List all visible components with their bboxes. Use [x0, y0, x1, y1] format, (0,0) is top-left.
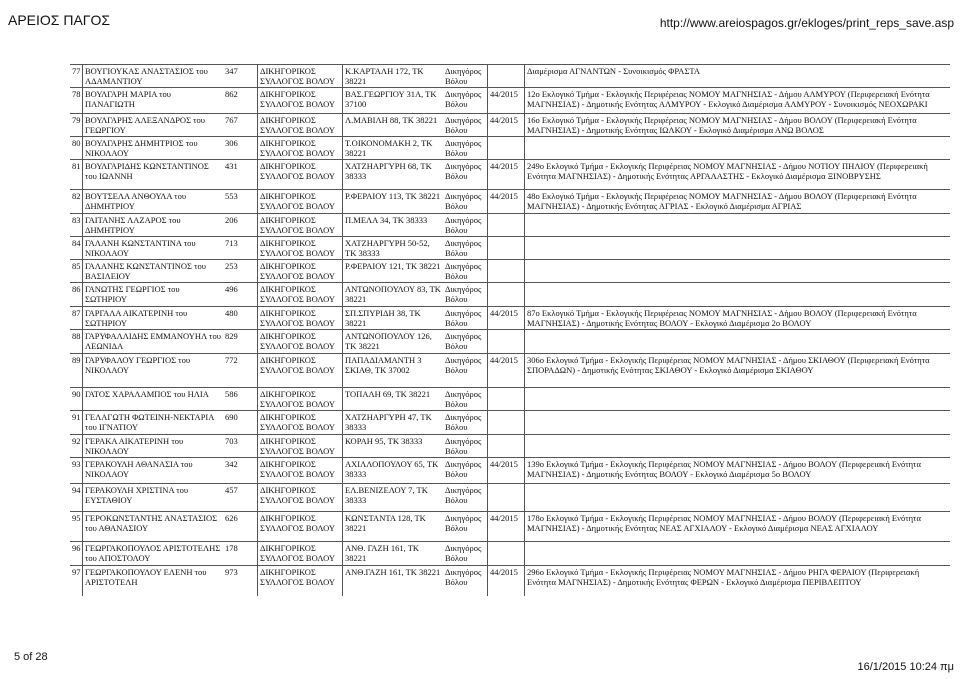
address-cell: Κ.ΚΑΡΤΑΛΗ 172, ΤΚ 38221: [343, 65, 444, 88]
role-cell: Δικηγόρος Βόλου: [443, 214, 488, 237]
full-name-cell: ΓΕΡΑΚΑ ΑΙΚΑΤΕΡΙΝΗ του ΝΙΚΟΛΑΟΥ: [83, 435, 224, 458]
bar-association-cell: ΔΙΚΗΓΟΡΙΚΟΣ ΣΥΛΛΟΓΟΣ ΒΟΛΟΥ: [258, 435, 343, 458]
address-cell: ΑΝΤΩΝΟΠΟΥΛΟΥ 83, ΤΚ 38221: [343, 283, 444, 307]
polling-station-cell: 139ο Εκλογικό Τμήμα - Εκλογικής Περιφέρειας ΝΟΜΟΥ ΜΑΓΝΗΣΙΑΣ - Δήμου ΒΟΛΟΥ (Περιφερειακή Ενότητα ΜΑΓΝΗΣΙΑΣ) - Δημοτικής Ενότητας ΒΟΛΟΥ - Εκλογικό Διαμέρισμα 5ο ΒΟΛΟΥ: [525, 458, 951, 484]
bar-association-cell: ΔΙΚΗΓΟΡΙΚΟΣ ΣΥΛΛΟΓΟΣ ΒΟΛΟΥ: [258, 307, 343, 330]
address-cell: ΧΑΤΖΗΑΡΓΥΡΗ 68, ΤΚ 38333: [343, 160, 444, 190]
row-number-cell: 91: [70, 411, 83, 435]
bar-association-cell: ΔΙΚΗΓΟΡΙΚΟΣ ΣΥΛΛΟΓΟΣ ΒΟΛΟΥ: [258, 411, 343, 435]
polling-station-cell: [525, 388, 951, 411]
decision-number-cell: 44/2015: [488, 114, 525, 137]
polling-station-cell: [525, 260, 951, 283]
decision-number-cell: [488, 137, 525, 160]
full-name-cell: ΓΑΛΑΝΗΣ ΚΩΝΣΤΑΝΤΙΝΟΣ του ΒΑΣΙΛΕΙΟΥ: [83, 260, 224, 283]
full-name-cell: ΓΕΛΑΓΩΤΗ ΦΩΤΕΙΝΗ-ΝΕΚΤΑΡΙΑ του ΙΓΝΑΤΙΟΥ: [83, 411, 224, 435]
registry-number-cell: 342: [223, 458, 258, 484]
full-name-cell: ΓΑΙΤΑΝΗΣ ΛΑΖΑΡΟΣ του ΔΗΜΗΤΡΙΟΥ: [83, 214, 224, 237]
full-name-cell: ΓΑΡΥΦΑΛΟΥ ΓΕΩΡΓΙΟΣ του ΝΙΚΟΛΑΟΥ: [83, 354, 224, 388]
decision-number-cell: 44/2015: [488, 88, 525, 114]
full-name-cell: ΓΑΛΑΝΗ ΚΩΝΣΤΑΝΤΙΝΑ του ΝΙΚΟΛΑΟΥ: [83, 237, 224, 260]
role-cell: Δικηγόρος Βόλου: [443, 114, 488, 137]
polling-station-cell: 87ο Εκλογικό Τμήμα - Εκλογικής Περιφέρειας ΝΟΜΟΥ ΜΑΓΝΗΣΙΑΣ - Δήμου ΒΟΛΟΥ (Περιφερειακή Ενότητα ΜΑΓΝΗΣΙΑΣ) - Δημοτικής Ενότητας ΒΟΛΟΥ - Εκλογικό Διαμέρισμα 2ο ΒΟΛΟΥ: [525, 307, 951, 330]
decision-number-cell: [488, 388, 525, 411]
address-cell: Τ.ΟΙΚΟΝΟΜΑΚΗ 2, ΤΚ 38221: [343, 137, 444, 160]
bar-association-cell: ΔΙΚΗΓΟΡΙΚΟΣ ΣΥΛΛΟΓΟΣ ΒΟΛΟΥ: [258, 214, 343, 237]
row-number-cell: 95: [70, 512, 83, 542]
role-cell: Δικηγόρος Βόλου: [443, 88, 488, 114]
role-cell: Δικηγόρος Βόλου: [443, 354, 488, 388]
address-cell: ΑΝΘ. ΓΑΖΗ 161, ΤΚ 38221: [343, 542, 444, 566]
address-cell: Λ.ΜΑΒΙΛΗ 88, ΤΚ 38221: [343, 114, 444, 137]
table-row: [70, 283, 950, 307]
role-cell: Δικηγόρος Βόλου: [443, 307, 488, 330]
full-name-cell: ΓΕΩΡΓΑΚΟΠΟΥΛΟΥ ΕΛΕΝΗ του ΑΡΙΣΤΟΤΕΛΗ: [83, 566, 224, 596]
address-cell: ΧΑΤΖΗΑΡΓΥΡΗ 50-52, ΤΚ 38333: [343, 237, 444, 260]
decision-number-cell: [488, 411, 525, 435]
table-row: [70, 260, 950, 283]
bar-association-cell: ΔΙΚΗΓΟΡΙΚΟΣ ΣΥΛΛΟΓΟΣ ΒΟΛΟΥ: [258, 190, 343, 214]
address-cell: ΠΑΠΑΔΙΑΜΑΝΤΗ 3 ΣΚΙΑΘ, ΤΚ 37002: [343, 354, 444, 388]
representatives-table: [70, 64, 950, 596]
full-name-cell: ΒΟΥΛΓΑΡΙΔΗΣ ΚΩΝΣΤΑΝΤΙΝΟΣ του ΙΩΑΝΝΗ: [83, 160, 224, 190]
registry-number-cell: 973: [223, 566, 258, 596]
role-cell: Δικηγόρος Βόλου: [443, 435, 488, 458]
polling-station-cell: [525, 484, 951, 512]
bar-association-cell: ΔΙΚΗΓΟΡΙΚΟΣ ΣΥΛΛΟΓΟΣ ΒΟΛΟΥ: [258, 512, 343, 542]
row-number-cell: 85: [70, 260, 83, 283]
registry-number-cell: 306: [223, 137, 258, 160]
print-datetime: 16/1/2015 10:24 πμ: [857, 661, 954, 673]
role-cell: Δικηγόρος Βόλου: [443, 330, 488, 354]
row-number-cell: 93: [70, 458, 83, 484]
registry-number-cell: 553: [223, 190, 258, 214]
role-cell: Δικηγόρος Βόλου: [443, 283, 488, 307]
table-row: [70, 512, 950, 542]
registry-number-cell: 431: [223, 160, 258, 190]
registry-number-cell: 206: [223, 214, 258, 237]
row-number-cell: 96: [70, 542, 83, 566]
row-number-cell: 86: [70, 283, 83, 307]
address-cell: Ρ.ΦΕΡΑΙΟΥ 113, ΤΚ 38221: [343, 190, 444, 214]
bar-association-cell: ΔΙΚΗΓΟΡΙΚΟΣ ΣΥΛΛΟΓΟΣ ΒΟΛΟΥ: [258, 458, 343, 484]
polling-station-cell: [525, 542, 951, 566]
decision-number-cell: [488, 214, 525, 237]
decision-number-cell: [488, 237, 525, 260]
row-number-cell: 84: [70, 237, 83, 260]
bar-association-cell: ΔΙΚΗΓΟΡΙΚΟΣ ΣΥΛΛΟΓΟΣ ΒΟΛΟΥ: [258, 388, 343, 411]
role-cell: Δικηγόρος Βόλου: [443, 65, 488, 88]
registry-number-cell: 767: [223, 114, 258, 137]
polling-station-cell: [525, 411, 951, 435]
role-cell: Δικηγόρος Βόλου: [443, 484, 488, 512]
bar-association-cell: ΔΙΚΗΓΟΡΙΚΟΣ ΣΥΛΛΟΓΟΣ ΒΟΛΟΥ: [258, 260, 343, 283]
bar-association-cell: ΔΙΚΗΓΟΡΙΚΟΣ ΣΥΛΛΟΓΟΣ ΒΟΛΟΥ: [258, 137, 343, 160]
full-name-cell: ΓΑΝΩΤΗΣ ΓΕΩΡΓΙΟΣ του ΣΩΤΗΡΙΟΥ: [83, 283, 224, 307]
address-cell: ΑΝΤΩΝΟΠΟΥΛΟΥ 126, ΤΚ 38221: [343, 330, 444, 354]
table-row: [70, 190, 950, 214]
decision-number-cell: 44/2015: [488, 566, 525, 596]
polling-station-cell: 178ο Εκλογικό Τμήμα - Εκλογικής Περιφέρειας ΝΟΜΟΥ ΜΑΓΝΗΣΙΑΣ - Δήμου ΒΟΛΟΥ (Περιφερειακή Ενότητα ΜΑΓΝΗΣΙΑΣ) - Δημοτικής Ενότητας ΝΕΑΣ ΑΓΧΙΑΛΟΥ - Εκλογικό Διαμέρισμα ΝΕΑΣ ΑΓΧΙΑΛΟΥ: [525, 512, 951, 542]
role-cell: Δικηγόρος Βόλου: [443, 160, 488, 190]
table-row: [70, 458, 950, 484]
bar-association-cell: ΔΙΚΗΓΟΡΙΚΟΣ ΣΥΛΛΟΓΟΣ ΒΟΛΟΥ: [258, 160, 343, 190]
decision-number-cell: [488, 283, 525, 307]
registry-number-cell: 713: [223, 237, 258, 260]
row-number-cell: 89: [70, 354, 83, 388]
table-row: [70, 65, 950, 88]
page-header-title: ΑΡΕΙΟΣ ΠΑΓΟΣ: [8, 12, 111, 28]
table-row: [70, 114, 950, 137]
table-row: [70, 566, 950, 596]
bar-association-cell: ΔΙΚΗΓΟΡΙΚΟΣ ΣΥΛΛΟΓΟΣ ΒΟΛΟΥ: [258, 354, 343, 388]
bar-association-cell: ΔΙΚΗΓΟΡΙΚΟΣ ΣΥΛΛΟΓΟΣ ΒΟΛΟΥ: [258, 542, 343, 566]
bar-association-cell: ΔΙΚΗΓΟΡΙΚΟΣ ΣΥΛΛΟΓΟΣ ΒΟΛΟΥ: [258, 566, 343, 596]
registry-number-cell: 480: [223, 307, 258, 330]
row-number-cell: 92: [70, 435, 83, 458]
full-name-cell: ΓΑΡΓΑΛΑ ΑΙΚΑΤΕΡΙΝΗ του ΣΩΤΗΡΙΟΥ: [83, 307, 224, 330]
polling-station-cell: 306ο Εκλογικό Τμήμα - Εκλογικής Περιφέρειας ΝΟΜΟΥ ΜΑΓΝΗΣΙΑΣ - Δήμου ΣΚΙΑΘΟΥ (Περιφερειακή Ενότητα ΣΠΟΡΑΔΩΝ) - Δημοτικής Ενότητας ΣΚΙΑΘΟΥ - Εκλογικό Διαμέρισμα ΣΚΙΑΘΟΥ: [525, 354, 951, 388]
bar-association-cell: ΔΙΚΗΓΟΡΙΚΟΣ ΣΥΛΛΟΓΟΣ ΒΟΛΟΥ: [258, 484, 343, 512]
registry-number-cell: 586: [223, 388, 258, 411]
full-name-cell: ΓΑΤΟΣ ΧΑΡΑΛΑΜΠΟΣ του ΗΛΙΑ: [83, 388, 224, 411]
address-cell: Ρ.ΦΕΡΑΙΟΥ 121, ΤΚ 38221: [343, 260, 444, 283]
polling-station-cell: [525, 237, 951, 260]
decision-number-cell: 44/2015: [488, 458, 525, 484]
table-row: [70, 542, 950, 566]
table-row: [70, 484, 950, 512]
role-cell: Δικηγόρος Βόλου: [443, 190, 488, 214]
registry-number-cell: 626: [223, 512, 258, 542]
registry-number-cell: 347: [223, 65, 258, 88]
address-cell: ΚΩΝΣΤΑΝΤΑ 128, ΤΚ 38221: [343, 512, 444, 542]
page-number: 5 of 28: [14, 651, 48, 663]
address-cell: Π.ΜΕΛΑ 34, ΤΚ 38333: [343, 214, 444, 237]
page-header-url: http://www.areiospagos.gr/ekloges/print_reps_save.asp: [659, 16, 954, 30]
registry-number-cell: 457: [223, 484, 258, 512]
row-number-cell: 94: [70, 484, 83, 512]
polling-station-cell: [525, 283, 951, 307]
table-row: [70, 137, 950, 160]
decision-number-cell: 44/2015: [488, 190, 525, 214]
table-row: [70, 354, 950, 388]
role-cell: Δικηγόρος Βόλου: [443, 137, 488, 160]
decision-number-cell: [488, 330, 525, 354]
table-row: [70, 160, 950, 190]
registry-number-cell: 703: [223, 435, 258, 458]
role-cell: Δικηγόρος Βόλου: [443, 260, 488, 283]
bar-association-cell: ΔΙΚΗΓΟΡΙΚΟΣ ΣΥΛΛΟΓΟΣ ΒΟΛΟΥ: [258, 88, 343, 114]
registry-number-cell: 690: [223, 411, 258, 435]
bar-association-cell: ΔΙΚΗΓΟΡΙΚΟΣ ΣΥΛΛΟΓΟΣ ΒΟΛΟΥ: [258, 114, 343, 137]
full-name-cell: ΒΟΥΛΓΑΡΗ ΜΑΡΙΑ του ΠΑΝΑΓΙΩΤΗ: [83, 88, 224, 114]
row-number-cell: 81: [70, 160, 83, 190]
role-cell: Δικηγόρος Βόλου: [443, 411, 488, 435]
table-row: [70, 214, 950, 237]
decision-number-cell: [488, 260, 525, 283]
registry-number-cell: 772: [223, 354, 258, 388]
role-cell: Δικηγόρος Βόλου: [443, 542, 488, 566]
decision-number-cell: [488, 484, 525, 512]
row-number-cell: 83: [70, 214, 83, 237]
decision-number-cell: [488, 65, 525, 88]
row-number-cell: 77: [70, 65, 83, 88]
polling-station-cell: [525, 214, 951, 237]
table-row: [70, 435, 950, 458]
polling-station-cell: [525, 137, 951, 160]
decision-number-cell: 44/2015: [488, 354, 525, 388]
address-cell: ΤΟΠΑΛΗ 69, ΤΚ 38221: [343, 388, 444, 411]
decision-number-cell: 44/2015: [488, 307, 525, 330]
bar-association-cell: ΔΙΚΗΓΟΡΙΚΟΣ ΣΥΛΛΟΓΟΣ ΒΟΛΟΥ: [258, 330, 343, 354]
table-row: [70, 237, 950, 260]
role-cell: Δικηγόρος Βόλου: [443, 388, 488, 411]
decision-number-cell: 44/2015: [488, 160, 525, 190]
row-number-cell: 80: [70, 137, 83, 160]
polling-station-cell: [525, 330, 951, 354]
role-cell: Δικηγόρος Βόλου: [443, 237, 488, 260]
registry-number-cell: 829: [223, 330, 258, 354]
address-cell: ΑΝΘ.ΓΑΖΗ 161, ΤΚ 38221: [343, 566, 444, 596]
row-number-cell: 78: [70, 88, 83, 114]
table-row: [70, 307, 950, 330]
full-name-cell: ΓΕΡΑΚΟΥΛΗ ΧΡΙΣΤΙΝΑ του ΕΥΣΤΑΘΙΟΥ: [83, 484, 224, 512]
full-name-cell: ΒΟΥΤΣΕΛΑ ΑΝΘΟΥΛΑ του ΔΗΜΗΤΡΙΟΥ: [83, 190, 224, 214]
address-cell: ΣΠ.ΣΠΥΡΙΔΗ 38, ΤΚ 38221: [343, 307, 444, 330]
bar-association-cell: ΔΙΚΗΓΟΡΙΚΟΣ ΣΥΛΛΟΓΟΣ ΒΟΛΟΥ: [258, 65, 343, 88]
table-row: [70, 411, 950, 435]
row-number-cell: 79: [70, 114, 83, 137]
bar-association-cell: ΔΙΚΗΓΟΡΙΚΟΣ ΣΥΛΛΟΓΟΣ ΒΟΛΟΥ: [258, 237, 343, 260]
row-number-cell: 88: [70, 330, 83, 354]
polling-station-cell: Διαμέρισμα ΑΓΝΑΝΤΩΝ - Συνοικισμός ΦΡΑΣΤΑ: [525, 65, 951, 88]
full-name-cell: ΓΕΩΡΓΑΚΟΠΟΥΛΟΣ ΑΡΙΣΤΟΤΕΛΗΣ του ΑΠΟΣΤΟΛΟΥ: [83, 542, 224, 566]
decision-number-cell: [488, 542, 525, 566]
address-cell: ΚΟΡΑΗ 95, ΤΚ 38333: [343, 435, 444, 458]
bar-association-cell: ΔΙΚΗΓΟΡΙΚΟΣ ΣΥΛΛΟΓΟΣ ΒΟΛΟΥ: [258, 283, 343, 307]
full-name-cell: ΓΑΡΥΦΑΛΛΙΔΗΣ ΕΜΜΑΝΟΥΗΛ του ΛΕΩΝΙΔΑ: [83, 330, 224, 354]
registry-number-cell: 253: [223, 260, 258, 283]
polling-station-cell: 48ο Εκλογικό Τμήμα - Εκλογικής Περιφέρειας ΝΟΜΟΥ ΜΑΓΝΗΣΙΑΣ - Δήμου ΒΟΛΟΥ (Περιφερειακή Ενότητα ΜΑΓΝΗΣΙΑΣ) - Δημοτικής Ενότητας ΑΓΡΙΑΣ - Εκλογικό Διαμέρισμα ΑΓΡΙΑΣ: [525, 190, 951, 214]
polling-station-cell: 12ο Εκλογικό Τμήμα - Εκλογικής Περιφέρειας ΝΟΜΟΥ ΜΑΓΝΗΣΙΑΣ - Δήμου ΑΛΜΥΡΟΥ (Περιφερειακή Ενότητα ΜΑΓΝΗΣΙΑΣ) - Δημοτικής Ενότητας ΑΛΜΥΡΟΥ - Εκλογικό Διαμέρισμα ΑΛΜΥΡΟΥ - Συνοικισμός ΝΕΟΧΩΡΑΚΙ: [525, 88, 951, 114]
role-cell: Δικηγόρος Βόλου: [443, 566, 488, 596]
polling-station-cell: [525, 435, 951, 458]
polling-station-cell: 16ο Εκλογικό Τμήμα - Εκλογικής Περιφέρειας ΝΟΜΟΥ ΜΑΓΝΗΣΙΑΣ - Δήμου ΒΟΛΟΥ (Περιφερειακή Ενότητα ΜΑΓΝΗΣΙΑΣ) - Δημοτικής Ενότητας ΙΩΛΚΟΥ - Εκλογικό Διαμέρισμα ΑΝΩ ΒΟΛΟΣ: [525, 114, 951, 137]
address-cell: ΕΛ.ΒΕΝΙΖΕΛΟΥ 7, ΤΚ 38333: [343, 484, 444, 512]
full-name-cell: ΒΟΥΛΓΑΡΗΣ ΔΗΜΗΤΡΙΟΣ του ΝΙΚΟΛΑΟΥ: [83, 137, 224, 160]
polling-station-cell: 296ο Εκλογικό Τμήμα - Εκλογικής Περιφέρειας ΝΟΜΟΥ ΜΑΓΝΗΣΙΑΣ - Δήμου ΡΗΓΑ ΦΕΡΑΙΟΥ (Περιφερειακή Ενότητα ΜΑΓΝΗΣΙΑΣ) - Δημοτικής Ενότητας ΦΕΡΩΝ - Εκλογικό Διαμέρισμα ΠΕΡΙΒΛΕΠΤΟΥ: [525, 566, 951, 596]
polling-station-cell: 249ο Εκλογικό Τμήμα - Εκλογικής Περιφέρειας ΝΟΜΟΥ ΜΑΓΝΗΣΙΑΣ - Δήμου ΝΟΤΙΟΥ ΠΗΛΙΟΥ (Περιφερειακή Ενότητα ΜΑΓΝΗΣΙΑΣ) - Δημοτικής Ενότητας ΑΡΓΑΛΑΣΤΗΣ - Εκλογικό Διαμέρισμα ΞΙΝΟΒΡΥΣΗΣ: [525, 160, 951, 190]
row-number-cell: 82: [70, 190, 83, 214]
address-cell: ΧΑΤΖΗΑΡΓΥΡΗ 47, ΤΚ 38333: [343, 411, 444, 435]
registry-number-cell: 862: [223, 88, 258, 114]
full-name-cell: ΓΕΡΟΚΩΝΣΤΑΝΤΗΣ ΑΝΑΣΤΑΣΙΟΣ του ΑΘΑΝΑΣΙΟΥ: [83, 512, 224, 542]
row-number-cell: 90: [70, 388, 83, 411]
table-row: [70, 88, 950, 114]
table-row: [70, 388, 950, 411]
table-row: [70, 330, 950, 354]
role-cell: Δικηγόρος Βόλου: [443, 512, 488, 542]
row-number-cell: 97: [70, 566, 83, 596]
address-cell: ΑΧΙΛΛΟΠΟΥΛΟΥ 65, ΤΚ 38333: [343, 458, 444, 484]
role-cell: Δικηγόρος Βόλου: [443, 458, 488, 484]
row-number-cell: 87: [70, 307, 83, 330]
registry-number-cell: 496: [223, 283, 258, 307]
registry-number-cell: 178: [223, 542, 258, 566]
decision-number-cell: 44/2015: [488, 512, 525, 542]
full-name-cell: ΒΟΥΓΙΟΥΚΑΣ ΑΝΑΣΤΑΣΙΟΣ του ΑΔΑΜΑΝΤΙΟΥ: [83, 65, 224, 88]
decision-number-cell: [488, 435, 525, 458]
full-name-cell: ΓΕΡΑΚΟΥΛΗ ΑΘΑΝΑΣΙΑ του ΝΙΚΟΛΑΟΥ: [83, 458, 224, 484]
address-cell: ΒΑΣ.ΓΕΩΡΓΙΟΥ 31Α, ΤΚ 37100: [343, 88, 444, 114]
full-name-cell: ΒΟΥΛΓΑΡΗΣ ΑΛΕΞΑΝΔΡΟΣ του ΓΕΩΡΓΙΟΥ: [83, 114, 224, 137]
